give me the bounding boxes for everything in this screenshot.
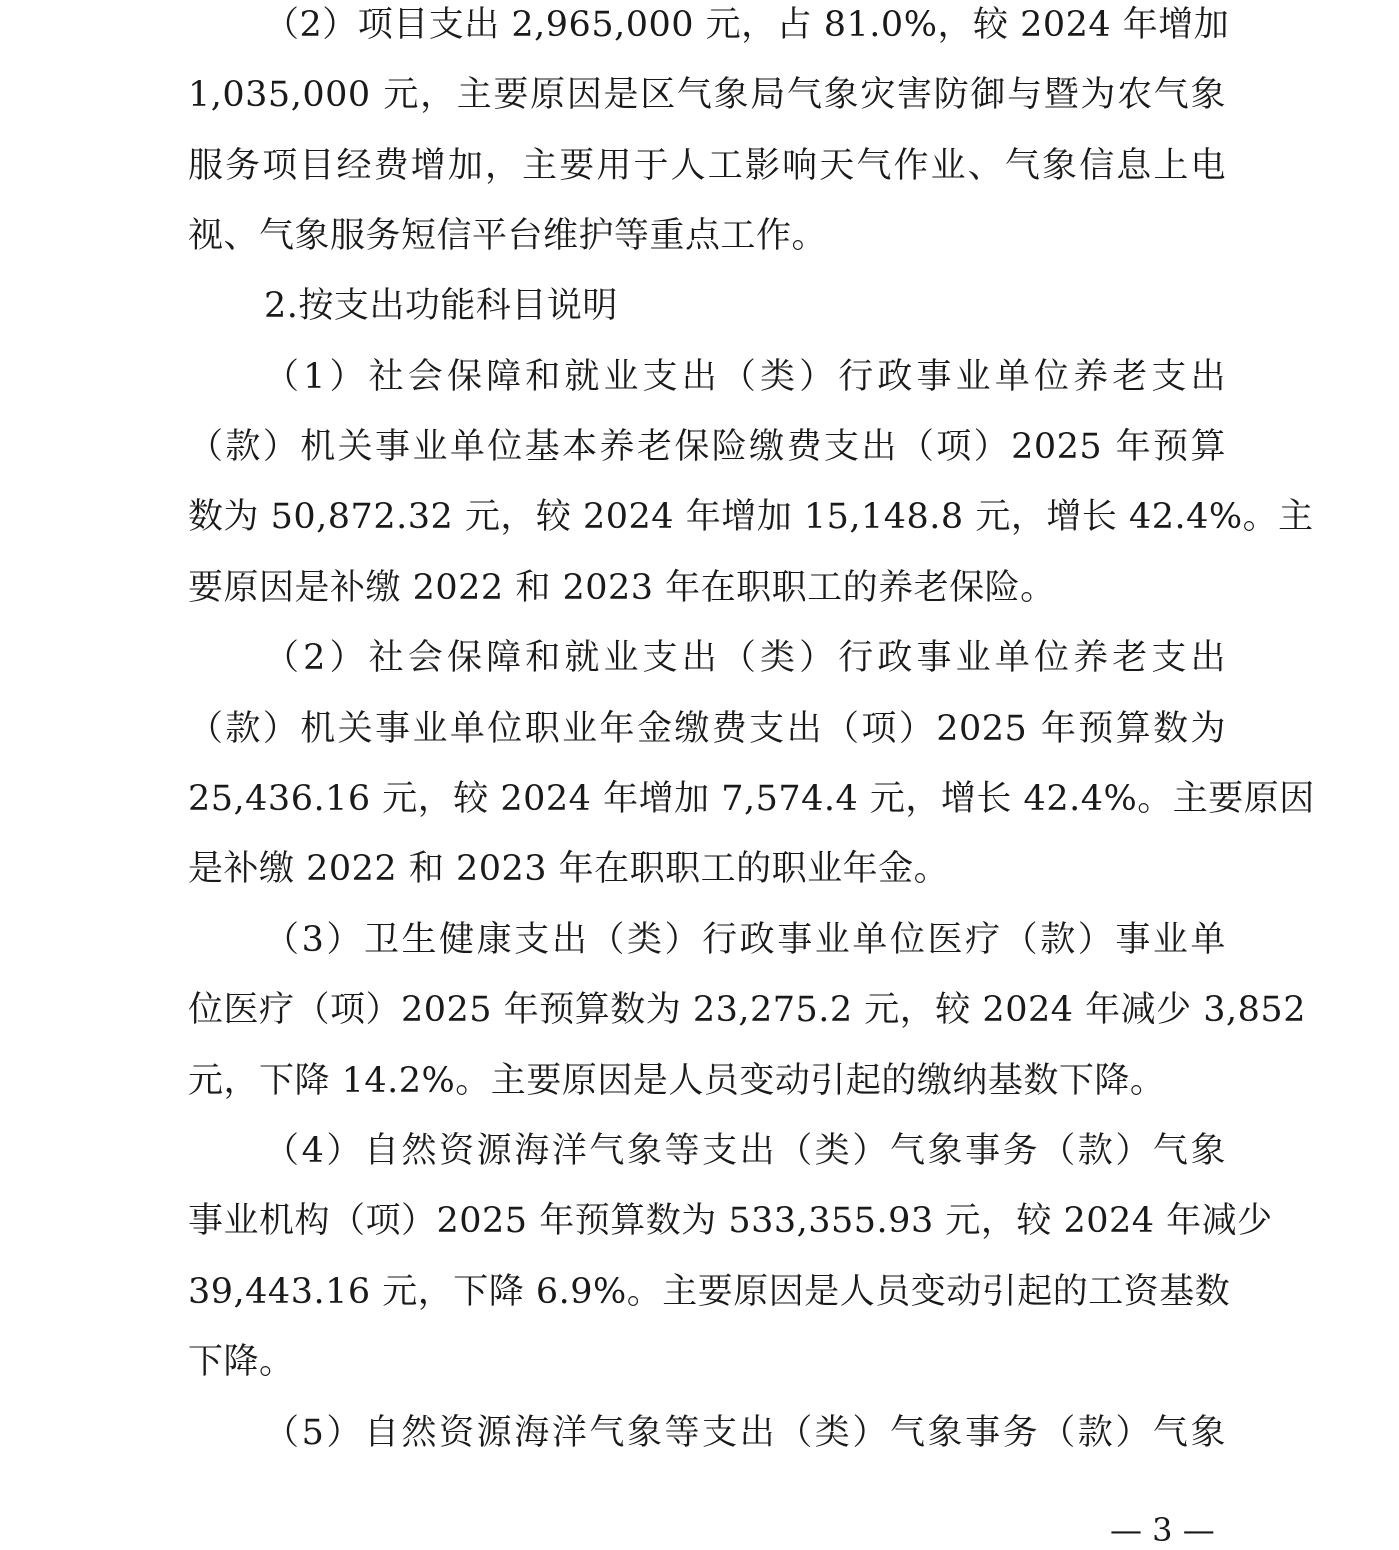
text-line: （3）卫生健康支出（类）行政事业单位医疗（款）事业单 [264,920,1226,960]
text-line: （5）自然资源海洋气象等支出（类）气象事务（款）气象 [264,1413,1226,1453]
text-line: 1,035,000 元，主要原因是区气象局气象灾害防御与暨为农气象 [188,75,1226,115]
text-line: 39,443.16 元，下降 6.9%。主要原因是人员变动引起的工资基数 [188,1272,1231,1312]
text-line: 下降。 [188,1342,295,1382]
text-line: 位医疗（项）2025 年预算数为 23,275.2 元，较 2024 年减少 3,852 [188,990,1306,1030]
page-number: — 3 — [1110,1511,1215,1549]
text-line: 事业机构（项）2025 年预算数为 533,355.93 元，较 2024 年减少 [188,1201,1273,1241]
text-line: 25,436.16 元，较 2024 年增加 7,574.4 元，增长 42.4%。主要原因 [188,779,1315,819]
text-line: 是补缴 2022 和 2023 年在职职工的职业年金。 [188,849,950,889]
text-line: （款）机关事业单位职业年金缴费支出（项）2025 年预算数为 [188,709,1226,749]
section-heading: 2.按支出功能科目说明 [264,286,618,326]
text-line: 数为 50,872.32 元，较 2024 年增加 15,148.8 元，增长 42.4%。主 [188,497,1314,537]
text-line: 服务项目经费增加，主要用于人工影响天气作业、气象信息上电 [188,146,1226,186]
text-line: （款）机关事业单位基本养老保险缴费支出（项）2025 年预算 [188,427,1226,467]
text-line: （2）项目支出 2,965,000 元，占 81.0%，较 2024 年增加 [264,5,1230,45]
text-line: 视、气象服务短信平台维护等重点工作。 [188,216,828,256]
text-line: （2）社会保障和就业支出（类）行政事业单位养老支出 [264,638,1226,678]
text-line: （4）自然资源海洋气象等支出（类）气象事务（款）气象 [264,1131,1226,1171]
text-line: （1）社会保障和就业支出（类）行政事业单位养老支出 [264,357,1226,397]
text-line: 要原因是补缴 2022 和 2023 年在职职工的养老保险。 [188,568,1056,608]
text-line: 元，下降 14.2%。主要原因是人员变动引起的缴纳基数下降。 [188,1061,1166,1101]
